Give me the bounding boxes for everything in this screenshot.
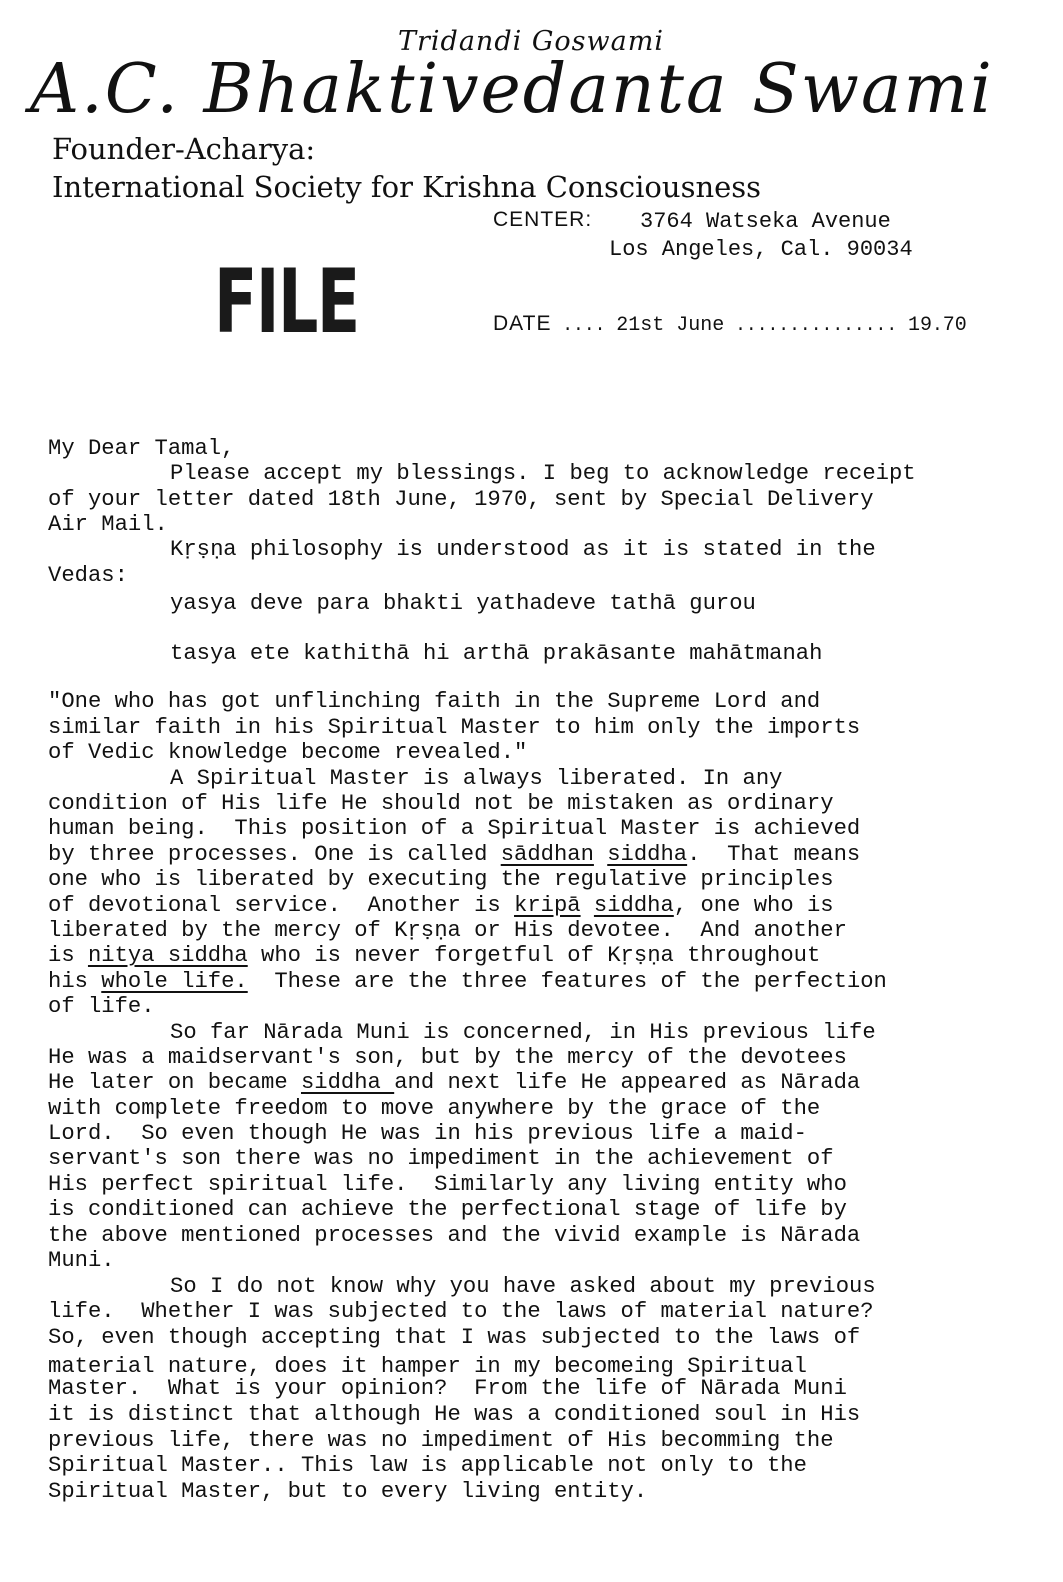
address-line-1: 3764 Watseka Avenue [640,209,891,234]
salutation: My Dear Tamal, [48,436,235,461]
body-line: servant's son there was no impediment in the achievement of [48,1146,834,1171]
text-segment: is [48,943,88,968]
date-dots: .... [551,316,617,336]
underlined-term: kripā [514,893,581,918]
body-line: one who is liberated by executing the regulative principles [48,867,834,892]
translation-line: "One who has got unflinching faith in the Supreme Lord and [48,689,821,714]
text-segment: These are the three features of the perfection [247,969,887,994]
text-segment: and next life He appeared as Nārada [394,1070,861,1095]
society-line: International Society for Krishna Consciousness [52,170,762,204]
text-segment: his [48,969,102,994]
body-line: A Spiritual Master is always liberated. In any [170,766,783,791]
date-value: 21st June [616,314,725,337]
body-line: human being. This position of a Spiritual Master is achieved [48,816,861,841]
founder-line: Founder-Acharya: [52,132,316,166]
text-segment [581,893,594,918]
body-line: Please accept my blessings. I beg to acknowledge receipt [170,461,916,486]
body-line: Spiritual Master.. This law is applicable not only to the [48,1453,807,1478]
center-label: CENTER: [493,208,593,231]
body-line: Kṛṣṇa philosophy is understood as it is stated in the [170,537,876,562]
body-line: So I do not know why you have asked about my previous [170,1274,876,1299]
text-segment: of devotional service. Another is [48,893,515,918]
text-segment: who is never forgetful of Kṛṣṇa throughout [247,943,821,968]
body-line: Spiritual Master, but to every living entity. [48,1479,648,1504]
title-big: A.C. Bhaktivedanta Swami [30,50,994,129]
body-line: is conditioned can achieve the perfectional stage of life by [48,1197,847,1222]
date-dots: ............... [724,316,908,336]
body-line [48,971,887,993]
body-line: of your letter dated 18th June, 1970, sent by Special Delivery [48,487,874,512]
title-small: Tridandi Goswami [398,26,664,57]
body-line [48,1072,860,1094]
body-line: of life. [48,994,155,1019]
body-line: His perfect spiritual life. Similarly any living entity who [48,1172,847,1197]
body-line: Master. What is your opinion? From the life of Nārada Muni [48,1376,847,1401]
text-segment: , one who is [673,893,834,918]
body-line: it is distinct that although He was a conditioned soul in His [48,1402,861,1427]
body-line: liberated by the mercy of Kṛṣṇa or His devotee. And another [48,918,847,943]
verse-line-1: yasya deve para bhakti yathadeve tathā gurou [170,591,756,616]
file-stamp: FILE [214,250,359,353]
body-line: Vedas: [48,563,128,588]
body-line: life. Whether I was subjected to the laws of material nature? [48,1299,874,1324]
body-line: the above mentioned processes and the vivid example is Nārada [48,1223,861,1248]
year-suffix: 70 [942,314,967,337]
body-line: with complete freedom to move anywhere by the grace of the [48,1096,821,1121]
body-line [48,945,820,967]
year-prefix: 19 [907,314,932,337]
date-dots: . [931,316,943,336]
verse-line-2: tasya ete kathithā hi arthā prakāsante mahātmanah [170,641,823,666]
underlined-term: siddha [593,893,674,918]
text-segment: by three processes. One is called [48,842,501,867]
date-row [493,312,967,337]
body-line: previous life, there was no impediment of His becomming the [48,1428,834,1453]
body-line [48,844,860,866]
translation-line: similar faith in his Spiritual Master to him only the imports [48,715,861,740]
text-segment: He later on became [48,1070,301,1095]
body-line: So, even though accepting that I was subjected to the laws of [48,1325,861,1350]
body-line: condition of His life He should not be mistaken as ordinary [48,791,834,816]
body-line [48,895,834,917]
underlined-term: nitya siddha [87,943,248,968]
body-line: Muni. [48,1248,115,1273]
address-line-2: Los Angeles, Cal. 90034 [609,237,913,262]
text-segment [594,842,607,867]
translation-line: of Vedic knowledge become revealed." [48,740,528,765]
underlined-term: siddha [300,1070,395,1095]
body-line: He was a maidservant's son, but by the mercy of the devotees [48,1045,847,1070]
body-line: So far Nārada Muni is concerned, in His previous life [170,1020,876,1045]
body-line: Lord. So even though He was in his previous life a maid- [48,1121,807,1146]
text-segment: . That means [687,842,861,867]
date-label: DATE [493,312,552,335]
underlined-term: whole life. [101,969,248,994]
underlined-term: siddha [607,842,688,867]
underlined-term: sāddhan [500,842,594,867]
body-line: Air Mail. [48,512,168,537]
body-line: material nature, does it hamper in my becomeing Spiritual [48,1354,807,1379]
